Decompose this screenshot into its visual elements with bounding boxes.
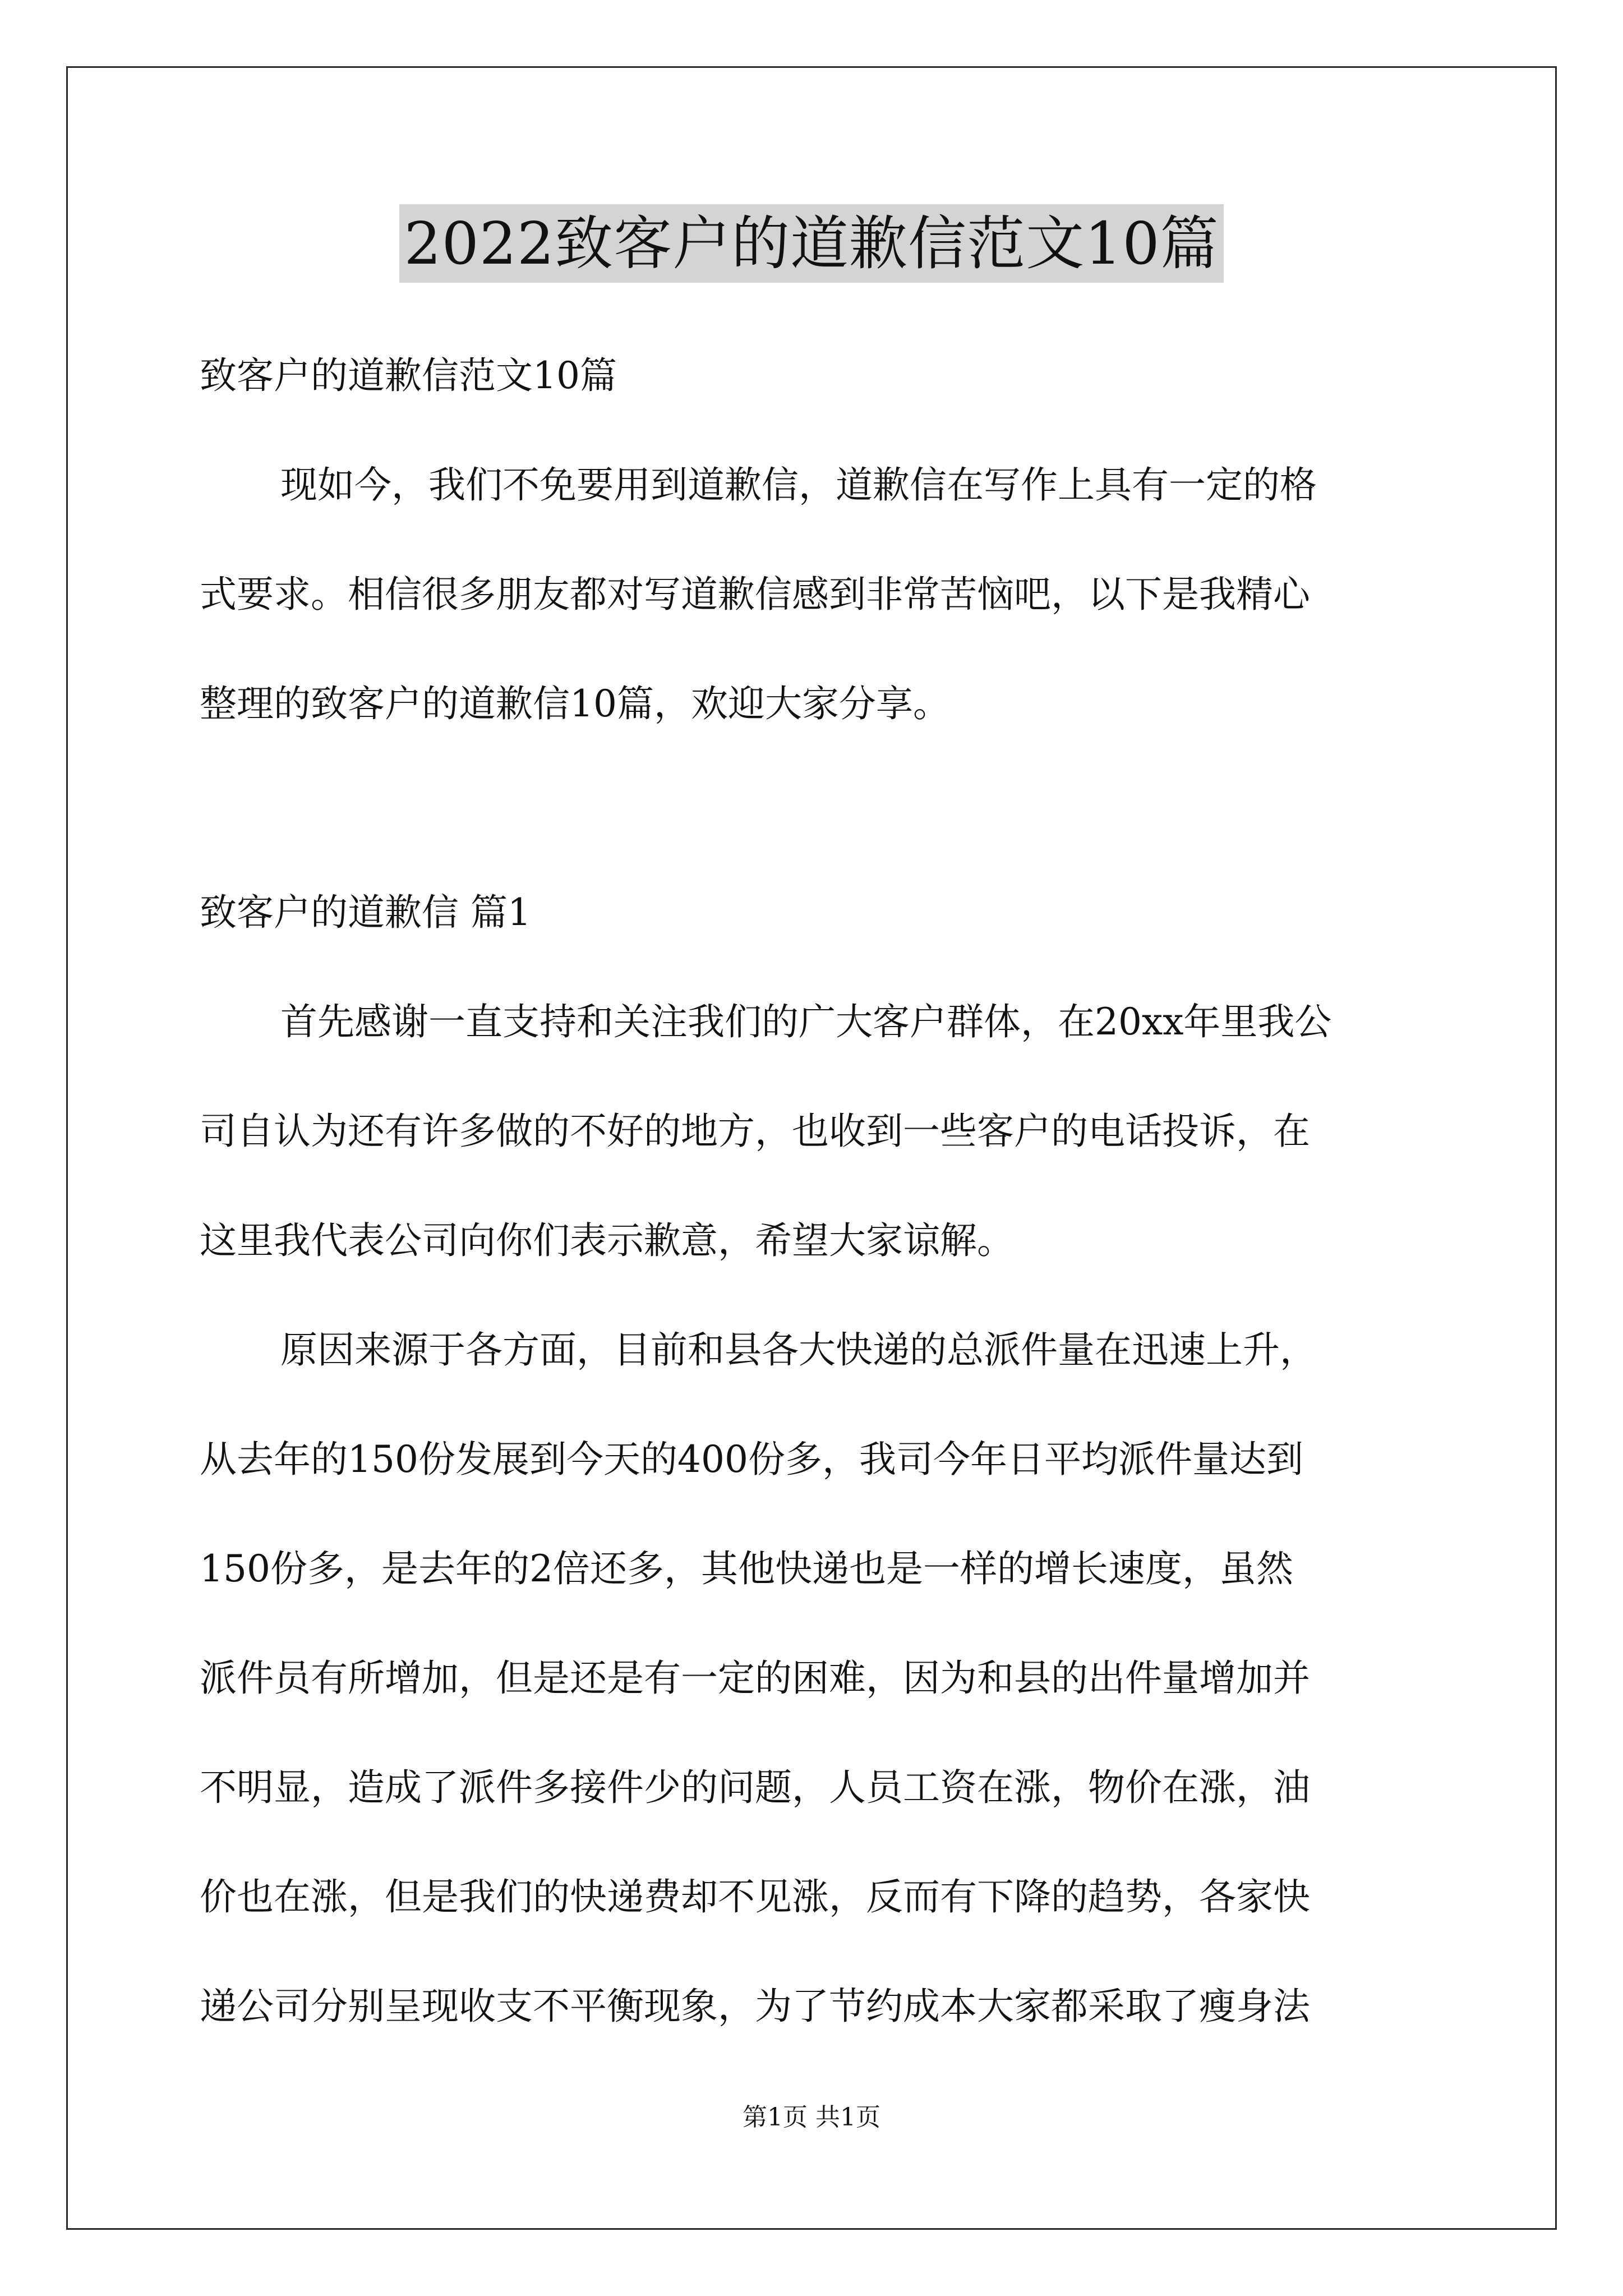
document-title: 2022致客户的道歉信范文10篇 — [399, 204, 1223, 283]
paragraph1-line-3: 这里我代表公司向你们表示歉意，希望大家谅解。 — [200, 1219, 1014, 1262]
intro-line-1: 现如今，我们不免要用到道歉信，道歉信在写作上具有一定的格 — [280, 463, 1317, 507]
paragraph2-line-6: 价也在涨，但是我们的快递费却不见涨，反而有下降的趋势，各家快 — [200, 1875, 1310, 1918]
paragraph2-line-4: 派件员有所增加，但是还是有一定的困难，因为和县的出件量增加并 — [200, 1657, 1310, 1700]
paragraph1-line-2: 司自认为还有许多做的不好的地方，也收到一些客户的电话投诉，在 — [200, 1110, 1310, 1153]
intro-line-3: 整理的致客户的道歉信10篇，欢迎大家分享。 — [200, 682, 950, 725]
paragraph2-line-2: 从去年的150份发展到今天的400份多，我司今年日平均派件量达到 — [200, 1438, 1303, 1481]
title-container — [0, 204, 1623, 283]
section-heading: 致客户的道歉信 篇1 — [200, 891, 531, 934]
paragraph2-line-5: 不明显，造成了派件多接件少的问题，人员工资在涨，物价在涨，油 — [200, 1766, 1310, 1809]
intro-line-2: 式要求。相信很多朋友都对写道歉信感到非常苦恼吧，以下是我精心 — [200, 573, 1310, 616]
paragraph2-line-3: 150份多，是去年的2倍还多，其他快递也是一样的增长速度，虽然 — [200, 1547, 1293, 1590]
document-subtitle: 致客户的道歉信范文10篇 — [200, 354, 617, 397]
page-footer: 第1页 共1页 — [743, 2103, 880, 2132]
paragraph2-line-7: 递公司分别呈现收支不平衡现象，为了节约成本大家都采取了瘦身法 — [200, 1985, 1310, 2028]
paragraph1-line-1: 首先感谢一直支持和关注我们的广大客户群体，在20xx年里我公 — [280, 1000, 1332, 1043]
paragraph2-line-1: 原因来源于各方面，目前和县各大快递的总派件量在迅速上升， — [280, 1328, 1317, 1372]
